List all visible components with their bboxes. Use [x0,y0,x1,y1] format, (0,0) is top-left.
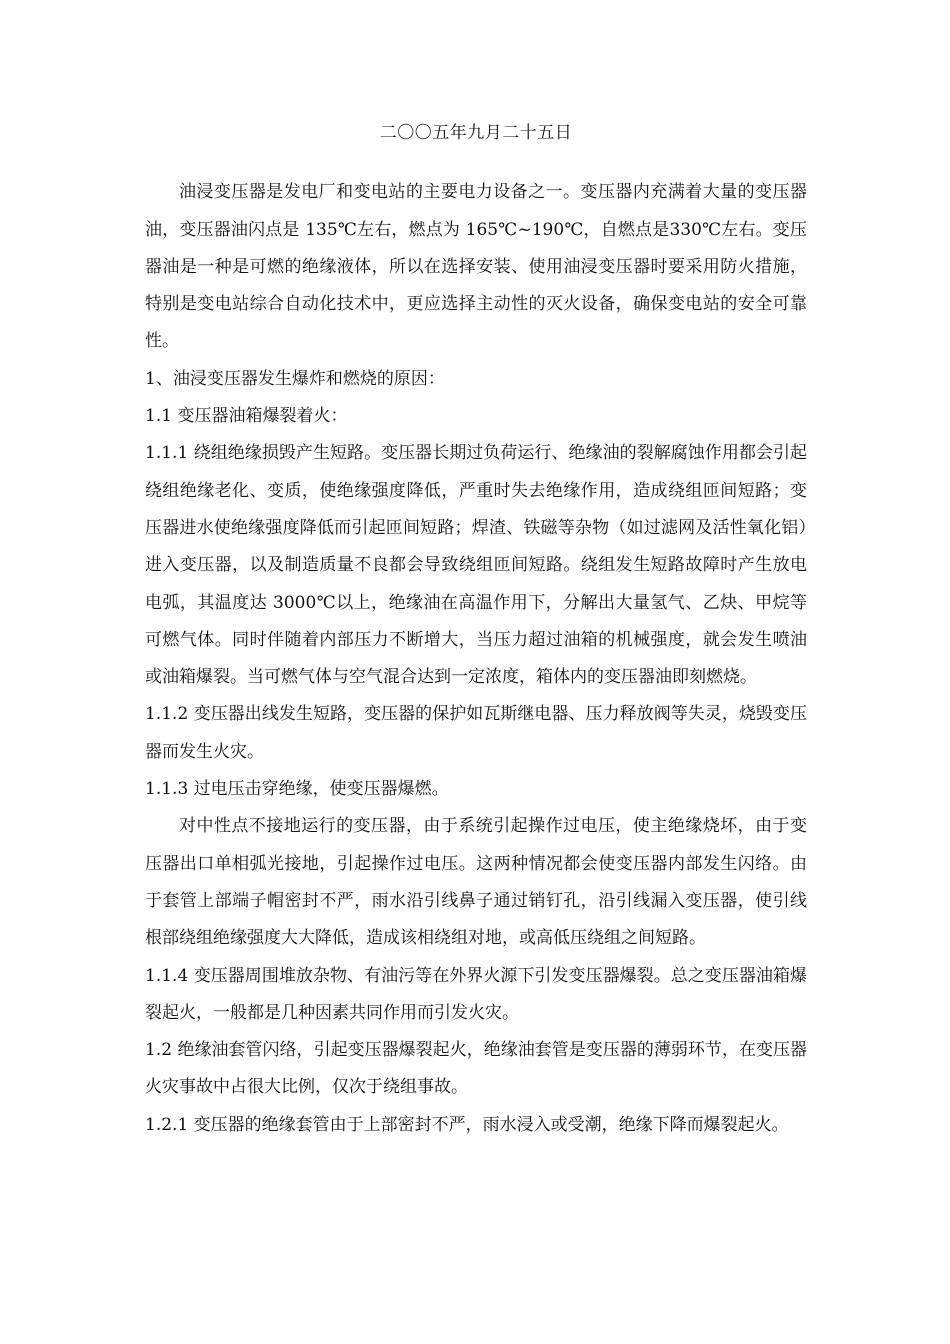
paragraph-1-1-2: 1.1.2 变压器出线发生短路，变压器的保护如瓦斯继电器、压力释放阀等失灵，烧毁变压器而发生火灾。 [145,704,807,762]
document-date: 二〇〇五年九月二十五日 [379,123,573,143]
paragraph-1-1-1: 1.1.1 绕组绝缘损毁产生短路。变压器长期过负荷运行、绝缘油的裂解腐蚀作用都会引起绕组绝缘老化、变质，使绝缘强度降低，严重时失去绝缘作用，造成绕组匝间短路；变压器进水使绝缘强度降低而引起匝间短路；焊渣、铁磁等杂物（如过滤网及活性氧化铝）进入变压器，以及制造质量不良都会导致绕组匝间短路。绕组发生短路故障时产生放电电弧，其温度达 3000℃以上，绝缘油在高温作用下，分解出大量氢气、乙炔、甲烷等可燃气体。同时伴随着内部压力不断增大，当压力超过油箱的机械强度，就会发生喷油或油箱爆裂。当可燃气体与空气混合达到一定浓度，箱体内的变压器油即刻燃烧。 [145,443,807,688]
overvoltage-paragraph: 对中性点不接地运行的变压器，由于系统引起操作过电压，使主绝缘烧坏，由于变压器出口单相弧光接地，引起操作过电压。这两种情况都会使变压器内部发生闪络。由于套管上部端子帽密封不严，雨水沿引线鼻子通过销钉孔，沿引线漏入变压器，使引线根部绕组绝缘强度大大降低，造成该相绕组对地，或高低压绕组之间短路。 [145,816,807,949]
paragraph-1-2: 1.2 绝缘油套管闪络，引起变压器爆裂起火，绝缘油套管是变压器的薄弱环节，在变压器火灾事故中占很大比例，仅次于绕组事故。 [145,1040,807,1098]
intro-paragraph: 油浸变压器是发电厂和变电站的主要电力设备之一。变压器内充满着大量的变压器油，变压器油闪点是 135℃左右，燃点为 165℃~190℃，自燃点是330℃左右。变压器油是一种是可燃的绝缘液体，所以在选择安装、使用油浸变压器时要采用防火措施，特别是变电站综合自动化技术中，更应选择主动性的灭火设备，确保变电站的安全可靠性。 [145,182,807,352]
paragraph-1-2-1: 1.2.1 变压器的绝缘套管由于上部密封不严，雨水浸入或受潮，绝缘下降而爆裂起火。 [145,1114,789,1135]
paragraph-1-1-4: 1.1.4 变压器周围堆放杂物、有油污等在外界火源下引发变压器爆裂。总之变压器油箱爆裂起火，一般都是几种因素共同作用而引发火灾。 [145,965,807,1023]
paragraph-1-1-3: 1.1.3 过电压击穿绝缘，使变压器爆燃。 [145,779,449,800]
document-page [145,115,807,1144]
section-heading-1-1: 1.1 变压器油箱爆裂着火： [145,406,348,427]
section-heading-1: 1、油浸变压器发生爆炸和燃烧的原因： [145,368,445,389]
